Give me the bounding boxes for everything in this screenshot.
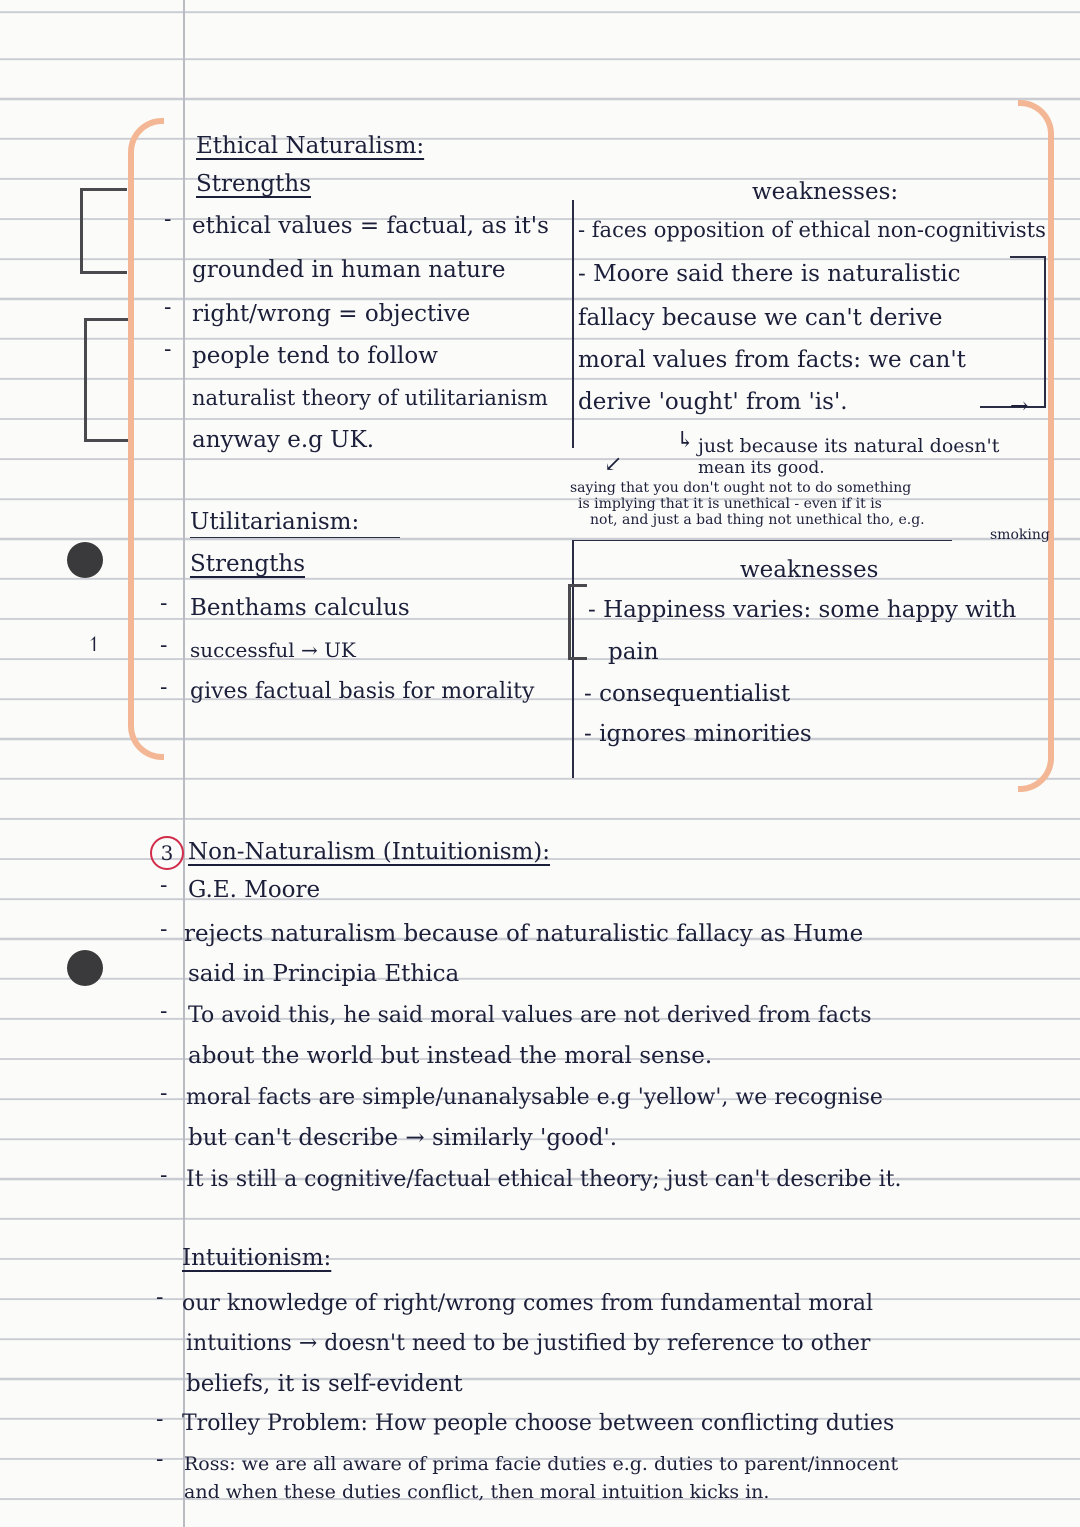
bullet-dash: -: [160, 1081, 168, 1106]
weakness-item: - ignores minorities: [584, 721, 812, 747]
weakness-item: fallacy because we can't derive: [578, 305, 943, 331]
bullet-dash: -: [160, 873, 168, 898]
heading-underline: [190, 537, 400, 538]
bullet-dash: -: [156, 1285, 164, 1310]
margin-tick: ↿: [86, 632, 103, 656]
weakness-item: moral values from facts: we can't: [578, 347, 966, 373]
margin-bracket-1: [80, 188, 127, 274]
section-heading-intuitionism: Intuitionism:: [182, 1245, 332, 1271]
note-small: not, and just a bad thing not unethical tho, e.g.: [590, 512, 925, 528]
weakness-item: - consequentialist: [584, 681, 791, 707]
section-number-badge: 3: [150, 836, 184, 870]
margin-bracket-2: [84, 318, 131, 442]
curved-arrow-icon: ↳: [676, 428, 695, 453]
strength-item: successful → UK: [190, 638, 356, 662]
bullet-dash: -: [160, 591, 168, 616]
point-item: Ross: we are all aware of prima facie duties e.g. duties to parent/innocent: [184, 1453, 899, 1475]
weaknesses-label: weaknesses:: [752, 179, 899, 205]
bullet-dash: -: [160, 999, 168, 1024]
point-item: beliefs, it is self-evident: [186, 1371, 463, 1397]
table-top-rule: [572, 540, 952, 541]
point-item: rejects naturalism because of naturalistic fallacy as Hume: [184, 921, 864, 947]
weaknesses-label: weaknesses: [740, 557, 879, 583]
strength-item: anyway e.g UK.: [192, 427, 375, 453]
note-just-because: just because its natural doesn't: [698, 435, 1000, 457]
arrow-icon: →: [1010, 394, 1029, 419]
bullet-dash: -: [160, 1163, 168, 1188]
bullet-dash: -: [164, 207, 172, 232]
point-item: Trolley Problem: How people choose between conflicting duties: [182, 1411, 895, 1436]
note-just-because-2: mean its good.: [698, 458, 825, 478]
strength-item: people tend to follow: [192, 343, 438, 369]
point-item: To avoid this, he said moral values are not derived from facts: [188, 1003, 872, 1028]
weakness-item: pain: [608, 639, 659, 665]
table-divider: [572, 200, 574, 448]
weakness-box-top: [1010, 256, 1046, 258]
bullet-dash: -: [164, 337, 172, 362]
bullet-dash: -: [164, 295, 172, 320]
punch-hole-top: [67, 542, 103, 578]
point-item: said in Principia Ethica: [188, 961, 460, 987]
strength-item: grounded in human nature: [192, 257, 506, 283]
bullet-dash: -: [156, 1447, 164, 1472]
weakness-bracket: [568, 584, 587, 660]
point-item: intuitions → doesn't need to be justified by reference to other: [186, 1331, 871, 1356]
section-heading-ethical-naturalism: Ethical Naturalism:: [196, 133, 425, 159]
weakness-item: - Moore said there is naturalistic: [578, 261, 961, 287]
strength-item: ethical values = factual, as it's: [192, 213, 549, 239]
note-small: is implying that it is unethical - even if it is: [578, 496, 882, 512]
strengths-label: Strengths: [196, 171, 311, 197]
weakness-item: - Happiness varies: some happy with: [588, 597, 1017, 623]
highlight-bracket-left: [128, 118, 164, 760]
highlight-bracket-right: [1018, 100, 1054, 792]
punch-hole-bottom: [67, 950, 103, 986]
strength-item: naturalist theory of utilitarianism: [192, 386, 548, 410]
strength-item: gives factual basis for morality: [190, 679, 535, 704]
point-item: but can't describe → similarly 'good'.: [188, 1125, 618, 1151]
weakness-item: derive 'ought' from 'is'.: [578, 389, 848, 415]
section-heading-non-naturalism: Non-Naturalism (Intuitionism):: [188, 839, 551, 865]
bullet-dash: -: [160, 675, 168, 700]
strength-item: Benthams calculus: [190, 595, 410, 621]
bullet-dash: -: [160, 633, 168, 658]
point-item: about the world but instead the moral sense.: [188, 1043, 713, 1069]
strength-item: right/wrong = objective: [192, 301, 471, 327]
bullet-dash: -: [156, 1407, 164, 1432]
note-small: smoking: [990, 527, 1050, 543]
weakness-box-edge: [1044, 256, 1046, 406]
section-heading-utilitarianism: Utilitarianism:: [190, 509, 360, 535]
point-item: G.E. Moore: [188, 877, 321, 903]
bullet-dash: -: [160, 917, 168, 942]
point-item: moral facts are simple/unanalysable e.g 'yellow', we recognise: [186, 1085, 883, 1110]
arrow-down-icon: ↙: [604, 452, 623, 477]
weakness-item: - faces opposition of ethical non-cognitivists: [578, 218, 1046, 242]
note-small: saying that you don't ought not to do something: [570, 480, 912, 496]
strengths-label: Strengths: [190, 551, 305, 577]
point-item: It is still a cognitive/factual ethical theory; just can't describe it.: [186, 1167, 902, 1192]
point-item: our knowledge of right/wrong comes from fundamental moral: [182, 1291, 873, 1316]
point-item: and when these duties conflict, then moral intuition kicks in.: [184, 1481, 770, 1503]
